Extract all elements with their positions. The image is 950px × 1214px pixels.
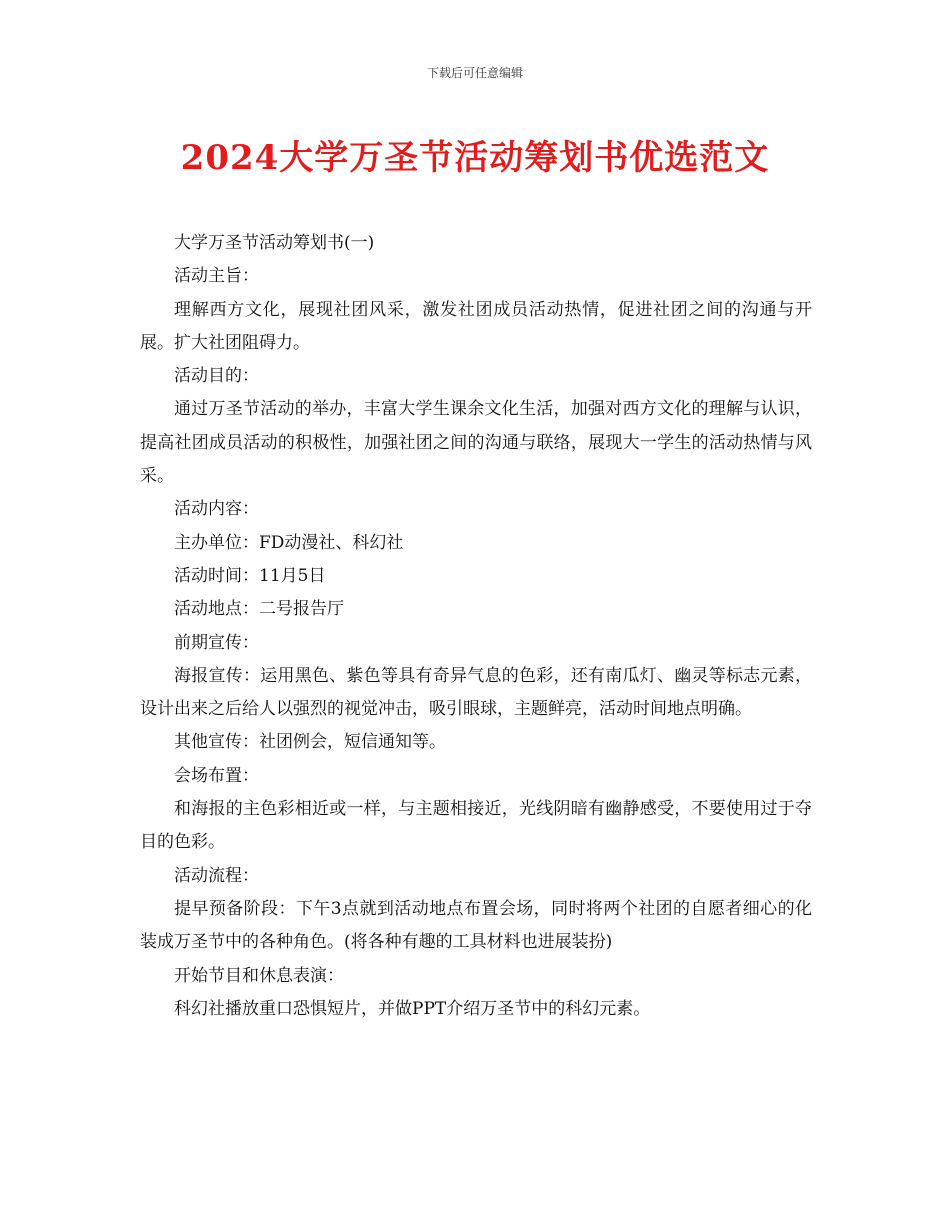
paragraph: 通过万圣节活动的举办，丰富大学生课余文化生活，加强对西方文化的理解与认识，提高社团成员活动的积极性，加强社团之间的沟通与联络，展现大一学生的活动热情与风采。 [140,399,812,487]
paragraph: 活动目的： [174,366,259,387]
paragraph: 科幻社播放重口恐惧短片，并做PPT介绍万圣节中的科幻元素。 [174,998,651,1019]
paragraph: 海报宣传：运用黑色、紫色等具有奇异气息的色彩，还有南瓜灯、幽灵等标志元素，设计出来之后给人以强烈的视觉冲击，吸引眼球，主题鲜亮，活动时间地点明确。 [140,665,812,720]
paragraph: 其他宣传：社团例会，短信通知等。 [174,732,446,753]
paragraph: 活动时间：11月5日 [174,565,326,586]
paragraph: 活动内容： [174,499,259,520]
document-title: 2024大学万圣节活动筹划书优选范文 [180,138,770,178]
document-body [140,227,812,1026]
paragraph: 前期宣传： [174,632,259,653]
paragraph: 提早预备阶段：下午3点就到活动地点布置会场，同时将两个社团的自愿者细心的化装成万圣节中的各种角色。(将各种有趣的工具材料也进展装扮) [140,898,812,953]
header-note: 下载后可任意编辑 [426,66,523,80]
paragraph: 开始节目和休息表演： [174,965,344,986]
paragraph: 和海报的主色彩相近或一样，与主题相接近，光线阴暗有幽静感受，不要使用过于夺目的色彩。 [140,799,812,853]
paragraph: 活动流程： [174,865,259,886]
paragraph: 会场布置： [174,765,259,786]
paragraph: 大学万圣节活动筹划书(一) [174,233,375,253]
paragraph: 活动主旨： [174,266,259,287]
paragraph: 主办单位：FD动漫社、科幻社 [174,532,404,553]
paragraph: 活动地点：二号报告厅 [174,599,344,620]
paragraph: 理解西方文化，展现社团风采，激发社团成员活动热情，促进社团之间的沟通与开展。扩大社团阻碍力。 [140,299,812,353]
